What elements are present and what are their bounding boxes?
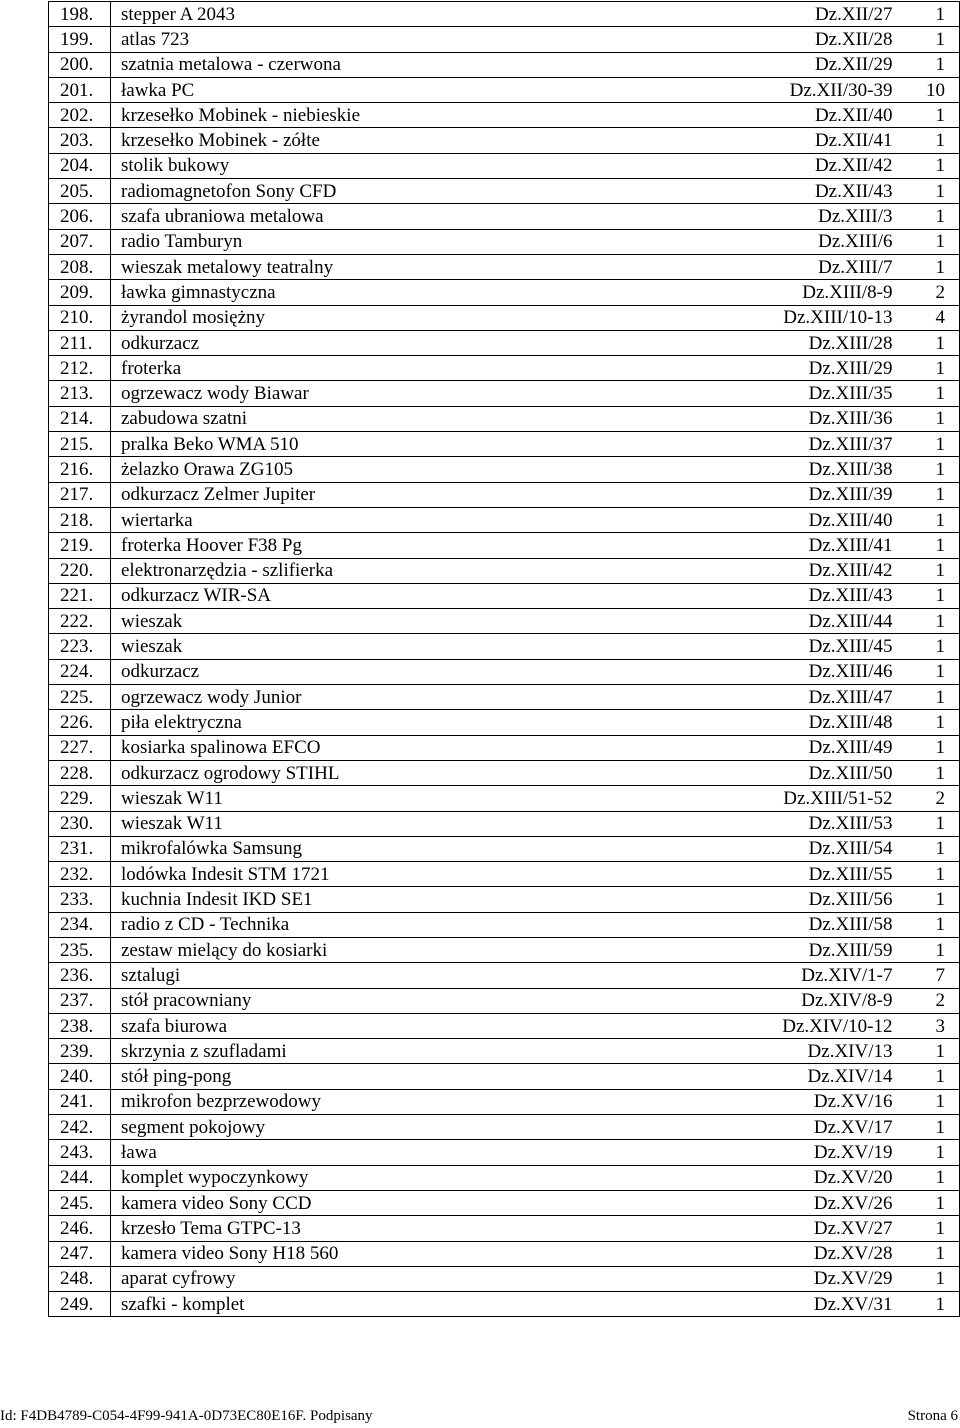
item-name-cell: sztalugi	[111, 963, 670, 988]
item-name-cell: lodówka Indesit STM 1721	[111, 862, 670, 887]
item-name-cell: szafa ubraniowa metalowa	[111, 204, 670, 229]
row-number-cell: 244.	[49, 1165, 111, 1190]
reference-cell: Dz.XIII/28	[670, 330, 922, 355]
quantity-cell: 1	[922, 735, 960, 760]
reference-cell: Dz.XV/17	[670, 1115, 922, 1140]
row-number-cell: 202.	[49, 103, 111, 128]
reference-cell: Dz.XIII/40	[670, 507, 922, 532]
row-number-cell: 209.	[49, 280, 111, 305]
reference-cell: Dz.XIII/56	[670, 887, 922, 912]
item-name-cell: krzesełko Mobinek - niebieskie	[111, 103, 670, 128]
item-name-cell: mikrofalówka Samsung	[111, 836, 670, 861]
quantity-cell: 1	[922, 482, 960, 507]
table-row	[49, 710, 960, 735]
table-row	[49, 254, 960, 279]
row-number-cell: 206.	[49, 204, 111, 229]
quantity-cell: 1	[922, 356, 960, 381]
item-name-cell: odkurzacz ogrodowy STIHL	[111, 760, 670, 785]
row-number-cell: 236.	[49, 963, 111, 988]
reference-cell: Dz.XIII/45	[670, 634, 922, 659]
table-row	[49, 1064, 960, 1089]
reference-cell: Dz.XIV/1-7	[670, 963, 922, 988]
quantity-cell: 1	[922, 153, 960, 178]
row-number-cell: 219.	[49, 533, 111, 558]
quantity-cell: 1	[922, 1140, 960, 1165]
item-name-cell: krzesełko Mobinek - zółte	[111, 128, 670, 153]
reference-cell: Dz.XIII/58	[670, 912, 922, 937]
table-row	[49, 1190, 960, 1215]
row-number-cell: 240.	[49, 1064, 111, 1089]
table-row	[49, 1165, 960, 1190]
item-name-cell: stół ping-pong	[111, 1064, 670, 1089]
quantity-cell: 1	[922, 2, 960, 27]
row-number-cell: 224.	[49, 659, 111, 684]
quantity-cell: 1	[922, 887, 960, 912]
row-number-cell: 230.	[49, 811, 111, 836]
row-number-cell: 221.	[49, 583, 111, 608]
row-number-cell: 249.	[49, 1292, 111, 1317]
quantity-cell: 1	[922, 103, 960, 128]
item-name-cell: wieszak W11	[111, 811, 670, 836]
table-row	[49, 128, 960, 153]
quantity-cell: 1	[922, 634, 960, 659]
table-row	[49, 1241, 960, 1266]
row-number-cell: 235.	[49, 937, 111, 962]
quantity-cell: 1	[922, 457, 960, 482]
row-number-cell: 207.	[49, 229, 111, 254]
table-row	[49, 432, 960, 457]
quantity-cell: 1	[922, 1292, 960, 1317]
reference-cell: Dz.XIII/8-9	[670, 280, 922, 305]
row-number-cell: 205.	[49, 179, 111, 204]
quantity-cell: 1	[922, 1241, 960, 1266]
item-name-cell: segment pokojowy	[111, 1115, 670, 1140]
quantity-cell: 1	[922, 1266, 960, 1291]
reference-cell: Dz.XII/30-39	[670, 77, 922, 102]
table-row	[49, 659, 960, 684]
row-number-cell: 239.	[49, 1039, 111, 1064]
table-row	[49, 406, 960, 431]
item-name-cell: komplet wypoczynkowy	[111, 1165, 670, 1190]
table-row	[49, 963, 960, 988]
quantity-cell: 1	[922, 254, 960, 279]
item-name-cell: skrzynia z szufladami	[111, 1039, 670, 1064]
item-name-cell: ława	[111, 1140, 670, 1165]
table-row	[49, 634, 960, 659]
table-row	[49, 229, 960, 254]
reference-cell: Dz.XIV/14	[670, 1064, 922, 1089]
inventory-table	[48, 1, 960, 1317]
table-row	[49, 27, 960, 52]
item-name-cell: froterka	[111, 356, 670, 381]
reference-cell: Dz.XV/26	[670, 1190, 922, 1215]
reference-cell: Dz.XII/27	[670, 2, 922, 27]
item-name-cell: radio Tamburyn	[111, 229, 670, 254]
reference-cell: Dz.XIII/48	[670, 710, 922, 735]
table-row	[49, 457, 960, 482]
row-number-cell: 217.	[49, 482, 111, 507]
reference-cell: Dz.XV/29	[670, 1266, 922, 1291]
item-name-cell: zestaw mielący do kosiarki	[111, 937, 670, 962]
reference-cell: Dz.XII/28	[670, 27, 922, 52]
table-row	[49, 558, 960, 583]
reference-cell: Dz.XII/42	[670, 153, 922, 178]
reference-cell: Dz.XIII/42	[670, 558, 922, 583]
row-number-cell: 232.	[49, 862, 111, 887]
reference-cell: Dz.XIII/47	[670, 685, 922, 710]
table-row	[49, 2, 960, 27]
row-number-cell: 223.	[49, 634, 111, 659]
page-number: Strona 6	[907, 1408, 958, 1424]
reference-cell: Dz.XIII/38	[670, 457, 922, 482]
quantity-cell: 1	[922, 179, 960, 204]
reference-cell: Dz.XIV/8-9	[670, 988, 922, 1013]
item-name-cell: żelazko Orawa ZG105	[111, 457, 670, 482]
quantity-cell: 1	[922, 760, 960, 785]
table-row	[49, 811, 960, 836]
item-name-cell: szatnia metalowa - czerwona	[111, 52, 670, 77]
item-name-cell: szafa biurowa	[111, 1013, 670, 1038]
item-name-cell: wieszak	[111, 634, 670, 659]
row-number-cell: 200.	[49, 52, 111, 77]
reference-cell: Dz.XV/31	[670, 1292, 922, 1317]
reference-cell: Dz.XIII/35	[670, 381, 922, 406]
row-number-cell: 225.	[49, 685, 111, 710]
quantity-cell: 1	[922, 836, 960, 861]
table-row	[49, 77, 960, 102]
quantity-cell: 1	[922, 558, 960, 583]
quantity-cell: 4	[922, 305, 960, 330]
row-number-cell: 198.	[49, 2, 111, 27]
quantity-cell: 1	[922, 533, 960, 558]
table-row	[49, 887, 960, 912]
table-row	[49, 356, 960, 381]
reference-cell: Dz.XIII/55	[670, 862, 922, 887]
item-name-cell: ławka PC	[111, 77, 670, 102]
row-number-cell: 226.	[49, 710, 111, 735]
item-name-cell: ogrzewacz wody Biawar	[111, 381, 670, 406]
table-row	[49, 786, 960, 811]
quantity-cell: 1	[922, 507, 960, 532]
table-row	[49, 760, 960, 785]
table-row	[49, 305, 960, 330]
quantity-cell: 1	[922, 710, 960, 735]
row-number-cell: 243.	[49, 1140, 111, 1165]
row-number-cell: 214.	[49, 406, 111, 431]
item-name-cell: pralka Beko WMA 510	[111, 432, 670, 457]
item-name-cell: piła elektryczna	[111, 710, 670, 735]
item-name-cell: ogrzewacz wody Junior	[111, 685, 670, 710]
quantity-cell: 1	[922, 381, 960, 406]
row-number-cell: 220.	[49, 558, 111, 583]
item-name-cell: elektronarzędzia - szlifierka	[111, 558, 670, 583]
item-name-cell: krzesło Tema GTPC-13	[111, 1216, 670, 1241]
quantity-cell: 7	[922, 963, 960, 988]
reference-cell: Dz.XV/28	[670, 1241, 922, 1266]
item-name-cell: kosiarka spalinowa EFCO	[111, 735, 670, 760]
item-name-cell: szafki - komplet	[111, 1292, 670, 1317]
reference-cell: Dz.XIII/36	[670, 406, 922, 431]
quantity-cell: 1	[922, 1115, 960, 1140]
quantity-cell: 1	[922, 27, 960, 52]
item-name-cell: atlas 723	[111, 27, 670, 52]
row-number-cell: 208.	[49, 254, 111, 279]
item-name-cell: wieszak metalowy teatralny	[111, 254, 670, 279]
item-name-cell: zabudowa szatni	[111, 406, 670, 431]
document-id-text: Id: F4DB4789-C054-4F99-941A-0D73EC80E16F. Podpisany	[0, 1408, 373, 1424]
item-name-cell: wieszak	[111, 609, 670, 634]
row-number-cell: 227.	[49, 735, 111, 760]
quantity-cell: 1	[922, 406, 960, 431]
row-number-cell: 246.	[49, 1216, 111, 1241]
row-number-cell: 199.	[49, 27, 111, 52]
table-row	[49, 1089, 960, 1114]
quantity-cell: 3	[922, 1013, 960, 1038]
item-name-cell: mikrofon bezprzewodowy	[111, 1089, 670, 1114]
row-number-cell: 245.	[49, 1190, 111, 1215]
item-name-cell: kuchnia Indesit IKD SE1	[111, 887, 670, 912]
item-name-cell: kamera video Sony H18 560	[111, 1241, 670, 1266]
row-number-cell: 203.	[49, 128, 111, 153]
reference-cell: Dz.XV/20	[670, 1165, 922, 1190]
table-row	[49, 533, 960, 558]
table-row	[49, 507, 960, 532]
row-number-cell: 229.	[49, 786, 111, 811]
table-row	[49, 330, 960, 355]
quantity-cell: 1	[922, 685, 960, 710]
quantity-cell: 1	[922, 52, 960, 77]
table-row	[49, 381, 960, 406]
row-number-cell: 248.	[49, 1266, 111, 1291]
item-name-cell: wiertarka	[111, 507, 670, 532]
reference-cell: Dz.XIII/54	[670, 836, 922, 861]
table-row	[49, 1140, 960, 1165]
row-number-cell: 204.	[49, 153, 111, 178]
reference-cell: Dz.XIV/13	[670, 1039, 922, 1064]
row-number-cell: 238.	[49, 1013, 111, 1038]
quantity-cell: 1	[922, 229, 960, 254]
item-name-cell: stepper A 2043	[111, 2, 670, 27]
item-name-cell: froterka Hoover F38 Pg	[111, 533, 670, 558]
quantity-cell: 1	[922, 128, 960, 153]
table-row	[49, 52, 960, 77]
row-number-cell: 211.	[49, 330, 111, 355]
row-number-cell: 233.	[49, 887, 111, 912]
item-name-cell: kamera video Sony CCD	[111, 1190, 670, 1215]
item-name-cell: odkurzacz	[111, 330, 670, 355]
quantity-cell: 1	[922, 330, 960, 355]
table-row	[49, 735, 960, 760]
quantity-cell: 1	[922, 432, 960, 457]
quantity-cell: 1	[922, 1064, 960, 1089]
quantity-cell: 1	[922, 937, 960, 962]
item-name-cell: odkurzacz WIR-SA	[111, 583, 670, 608]
item-name-cell: aparat cyfrowy	[111, 1266, 670, 1291]
row-number-cell: 201.	[49, 77, 111, 102]
reference-cell: Dz.XIII/44	[670, 609, 922, 634]
table-row	[49, 482, 960, 507]
quantity-cell: 1	[922, 811, 960, 836]
reference-cell: Dz.XIII/49	[670, 735, 922, 760]
quantity-cell: 1	[922, 1089, 960, 1114]
reference-cell: Dz.XV/16	[670, 1089, 922, 1114]
table-row	[49, 912, 960, 937]
reference-cell: Dz.XIII/51-52	[670, 786, 922, 811]
reference-cell: Dz.XIII/46	[670, 659, 922, 684]
table-row	[49, 1266, 960, 1291]
table-row	[49, 609, 960, 634]
table-row	[49, 280, 960, 305]
reference-cell: Dz.XIII/29	[670, 356, 922, 381]
row-number-cell: 231.	[49, 836, 111, 861]
row-number-cell: 215.	[49, 432, 111, 457]
quantity-cell: 2	[922, 280, 960, 305]
quantity-cell: 2	[922, 988, 960, 1013]
item-name-cell: odkurzacz Zelmer Jupiter	[111, 482, 670, 507]
quantity-cell: 1	[922, 1216, 960, 1241]
quantity-cell: 1	[922, 862, 960, 887]
quantity-cell: 1	[922, 583, 960, 608]
item-name-cell: radio z CD - Technika	[111, 912, 670, 937]
quantity-cell: 1	[922, 609, 960, 634]
row-number-cell: 212.	[49, 356, 111, 381]
item-name-cell: żyrandol mosiężny	[111, 305, 670, 330]
table-row	[49, 1216, 960, 1241]
table-row	[49, 179, 960, 204]
table-row	[49, 988, 960, 1013]
table-row	[49, 685, 960, 710]
reference-cell: Dz.XII/41	[670, 128, 922, 153]
item-name-cell: odkurzacz	[111, 659, 670, 684]
table-row	[49, 862, 960, 887]
item-name-cell: ławka gimnastyczna	[111, 280, 670, 305]
reference-cell: Dz.XV/27	[670, 1216, 922, 1241]
reference-cell: Dz.XIII/53	[670, 811, 922, 836]
reference-cell: Dz.XII/40	[670, 103, 922, 128]
reference-cell: Dz.XV/19	[670, 1140, 922, 1165]
reference-cell: Dz.XIV/10-12	[670, 1013, 922, 1038]
item-name-cell: stół pracowniany	[111, 988, 670, 1013]
row-number-cell: 218.	[49, 507, 111, 532]
table-row	[49, 153, 960, 178]
reference-cell: Dz.XIII/10-13	[670, 305, 922, 330]
quantity-cell: 1	[922, 204, 960, 229]
table-row	[49, 1292, 960, 1317]
reference-cell: Dz.XIII/43	[670, 583, 922, 608]
quantity-cell: 1	[922, 912, 960, 937]
row-number-cell: 242.	[49, 1115, 111, 1140]
row-number-cell: 213.	[49, 381, 111, 406]
reference-cell: Dz.XIII/7	[670, 254, 922, 279]
reference-cell: Dz.XIII/39	[670, 482, 922, 507]
reference-cell: Dz.XIII/50	[670, 760, 922, 785]
page-footer	[0, 1405, 958, 1427]
quantity-cell: 10	[922, 77, 960, 102]
reference-cell: Dz.XII/29	[670, 52, 922, 77]
item-name-cell: stolik bukowy	[111, 153, 670, 178]
inventory-table-body	[49, 2, 960, 1317]
quantity-cell: 1	[922, 659, 960, 684]
table-row	[49, 937, 960, 962]
item-name-cell: wieszak W11	[111, 786, 670, 811]
reference-cell: Dz.XIII/37	[670, 432, 922, 457]
table-row	[49, 583, 960, 608]
row-number-cell: 234.	[49, 912, 111, 937]
row-number-cell: 222.	[49, 609, 111, 634]
table-row	[49, 1039, 960, 1064]
row-number-cell: 241.	[49, 1089, 111, 1114]
reference-cell: Dz.XIII/3	[670, 204, 922, 229]
table-row	[49, 103, 960, 128]
table-row	[49, 1013, 960, 1038]
row-number-cell: 228.	[49, 760, 111, 785]
quantity-cell: 2	[922, 786, 960, 811]
quantity-cell: 1	[922, 1165, 960, 1190]
reference-cell: Dz.XIII/59	[670, 937, 922, 962]
row-number-cell: 210.	[49, 305, 111, 330]
quantity-cell: 1	[922, 1190, 960, 1215]
reference-cell: Dz.XII/43	[670, 179, 922, 204]
row-number-cell: 216.	[49, 457, 111, 482]
row-number-cell: 247.	[49, 1241, 111, 1266]
row-number-cell: 237.	[49, 988, 111, 1013]
item-name-cell: radiomagnetofon Sony CFD	[111, 179, 670, 204]
quantity-cell: 1	[922, 1039, 960, 1064]
table-row	[49, 1115, 960, 1140]
reference-cell: Dz.XIII/41	[670, 533, 922, 558]
table-row	[49, 204, 960, 229]
reference-cell: Dz.XIII/6	[670, 229, 922, 254]
table-row	[49, 836, 960, 861]
